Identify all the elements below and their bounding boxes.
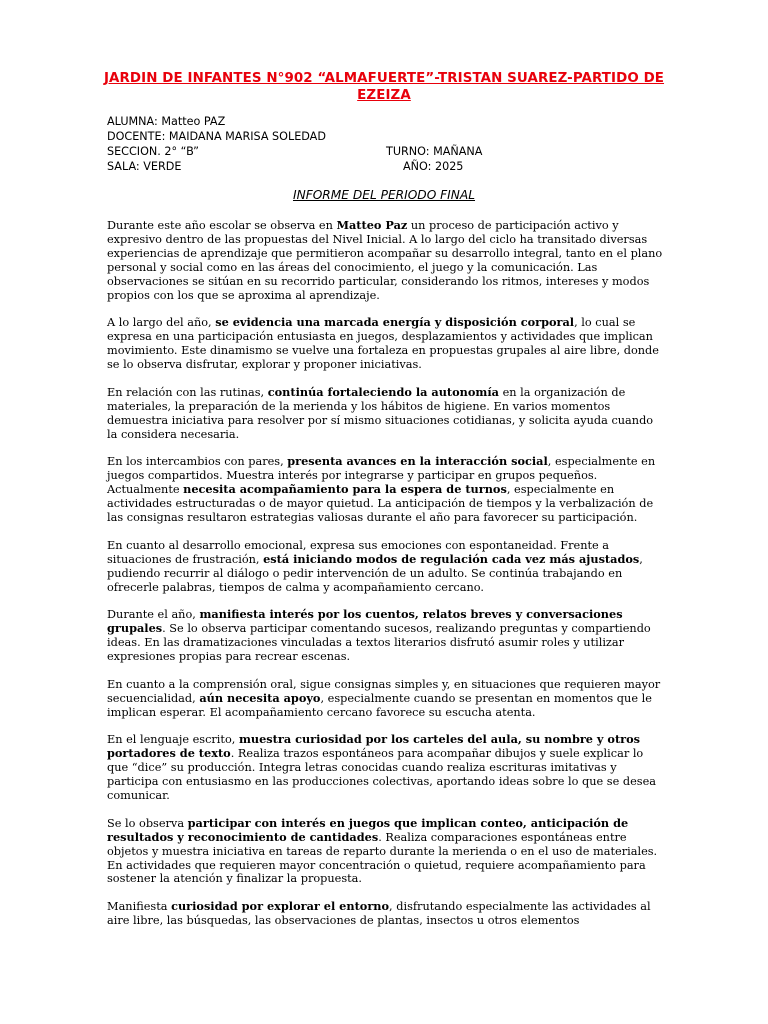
text-run: , especialmente en actividades estructuradas o de mayor quietud. La anticipación de tiempos y la verbalización de las consignas resultaron estrategias valiosas durante el año para favorecer su participación. <box>107 483 654 524</box>
shift-label: TURNO: MAÑANA <box>386 145 483 158</box>
text-run: Manifiesta <box>107 900 172 914</box>
bold-phrase: manifiesta interés por los cuentos, relatos breves y conversaciones grupales <box>107 607 623 636</box>
text-run: Se lo observa <box>107 816 188 830</box>
bold-phrase: Matteo Paz <box>336 218 408 232</box>
teacher-name: DOCENTE: MAIDANA MARISA SOLEDAD <box>107 130 326 143</box>
report-paragraph <box>107 539 667 595</box>
report-body <box>107 219 667 942</box>
text-run: , disfrutando especialmente las actividades al aire libre, las búsquedas, las observaciones de plantas, insectos u otros elementos <box>107 900 651 928</box>
report-paragraph <box>107 608 667 664</box>
text-run: en la organización de materiales, la preparación de la merienda y los hábitos de higiene. En varios momentos demuestra iniciativa para resolver por sí mismo situaciones cotidianas, y solicita ayuda cuando la considera necesaria. <box>107 385 654 441</box>
bold-phrase: necesita acompañamiento para la espera de turnos <box>183 482 507 497</box>
text-run: . Realiza trazos espontáneos para acompañar dibujos y suele explicar lo que “dice” su producción. Integra letras conocidas cuando realiza escrituras imitativas y participa con entusiasmo en las producciones colectivas, aportando ideas sobre lo que se desea comunicar. <box>107 747 656 803</box>
text-run: En cuanto al desarrollo emocional, expresa sus emociones con espontaneidad. Frente a situaciones de frustración, <box>107 538 610 566</box>
text-run: En cuanto a la comprensión oral, sigue consignas simples y, en situaciones que requieren mayor secuencialidad, <box>107 677 661 705</box>
student-name: ALUMNA: Matteo PAZ <box>107 115 226 128</box>
bold-phrase: aún necesita apoyo <box>199 690 321 705</box>
year-label: AÑO: 2025 <box>403 160 464 173</box>
text-run: Durante este año escolar se observa en <box>107 219 337 232</box>
report-paragraph <box>107 678 667 720</box>
report-paragraph <box>107 733 667 803</box>
bold-phrase: participar con interés en juegos que implican conteo, anticipación de resultados y reconocimiento de cantidades <box>107 815 629 844</box>
report-paragraph <box>107 455 667 525</box>
bold-phrase: muestra curiosidad por los carteles del aula, su nombre y otros portadores de texto <box>107 732 641 761</box>
bold-phrase: continúa fortaleciendo la autonomía <box>267 384 499 399</box>
text-run: En relación con las rutinas, <box>107 385 268 399</box>
text-run: En el lenguaje escrito, <box>107 733 239 747</box>
text-run: , especialmente cuando se presentan en momentos que le implican esperar. El acompañamiento cercano favorece su escucha atenta. <box>107 691 652 719</box>
report-paragraph <box>107 219 667 302</box>
section-label: SECCION. 2° “B” <box>107 145 199 158</box>
text-run: , lo cual se expresa en una participación entusiasta en juegos, desplazamientos y actividades que implican movimiento. Este dinamismo se vuelve una fortaleza en propuestas grupales al aire libre, donde se lo observa disfrutar, explorar y proponer iniciativas. <box>107 316 659 372</box>
bold-phrase: está iniciando modos de regulación cada vez más ajustados <box>263 551 640 566</box>
text-run: Durante el año, <box>107 608 200 622</box>
document-title: JARDIN DE INFANTES N°902 “ALMAFUERTE”-TRISTAN SUAREZ-PARTIDO DE EZEIZA <box>103 71 665 103</box>
report-subtitle: INFORME DEL PERIODO FINAL <box>292 188 476 202</box>
report-paragraph <box>107 817 667 887</box>
bold-phrase: se evidencia una marcada energía y disposición corporal <box>215 315 575 330</box>
text-run: un proceso de participación activo y expresivo dentro de las propuestas del Nivel Inicial. A lo largo del ciclo ha transitado diversas experiencias de aprendizaje que permitieron acompañar su desarrollo integral, tanto en el plano personal y social como en las áreas del conocimiento, el juego y la comunicación. Las observaciones se sitúan en su recorrido particular, considerando los ritmos, intereses y modos propios con los que se aproxima al aprendizaje. <box>107 219 663 302</box>
text-run: A lo largo del año, <box>107 316 216 330</box>
text-run: . Se lo observa participar comentando sucesos, realizando preguntas y compartiendo ideas. En las dramatizaciones vinculadas a textos literarios disfrutó asumir roles y utilizar expresiones propias para recrear escenas. <box>107 622 651 664</box>
text-run: , especialmente en juegos compartidos. Muestra interés por integrarse y participar en grupos pequeños. Actualmente <box>107 455 656 497</box>
report-paragraph <box>107 900 667 928</box>
room-label: SALA: VERDE <box>107 160 182 173</box>
report-paragraph <box>107 316 667 372</box>
bold-phrase: curiosidad por explorar el entorno <box>171 899 390 914</box>
text-run: . Realiza comparaciones espontáneas entre objetos y muestra iniciativa en tareas de reparto durante la merienda o en el uso de materiales. En actividades que requieren mayor concentración o quietud, requiere acompañamiento para sostener la atención y finalizar la propuesta. <box>107 830 658 886</box>
text-run: , pudiendo recurrir al diálogo o pedir intervención de un adulto. Se continúa trabajando en ofrecerle palabras, tiempos de calma y acompañamiento cercano. <box>107 552 643 594</box>
bold-phrase: presenta avances en la interacción social <box>287 454 548 469</box>
report-paragraph <box>107 386 667 442</box>
text-run: En los intercambios con pares, <box>107 455 288 469</box>
